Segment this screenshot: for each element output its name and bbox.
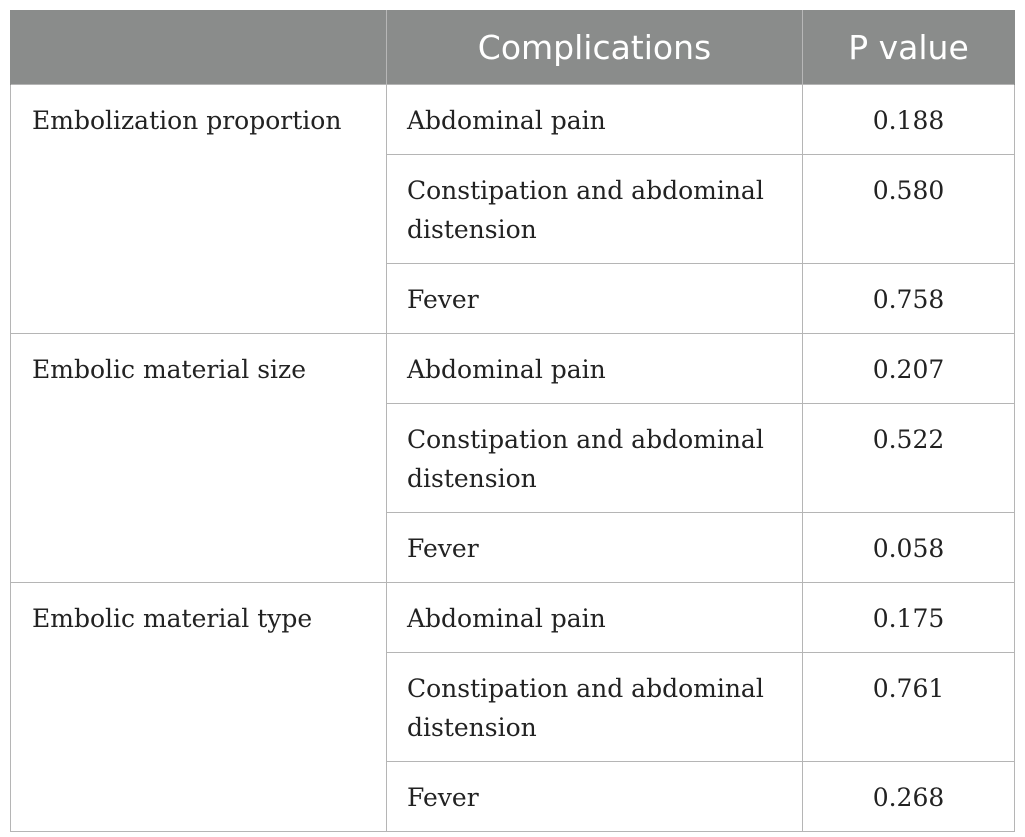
complication-cell: Fever: [387, 264, 803, 334]
complication-cell: Constipation and abdominal distension: [387, 404, 803, 513]
p-value-cell: 0.580: [803, 155, 1015, 264]
group-label: Embolization proportion: [11, 85, 387, 334]
header-row: [11, 10, 1015, 85]
complication-cell: Constipation and abdominal distension: [387, 155, 803, 264]
complications-table-container: [10, 10, 1014, 832]
p-value-cell: 0.188: [803, 85, 1015, 155]
complication-cell: Abdominal pain: [387, 85, 803, 155]
table-row: [11, 334, 1015, 404]
table-body: [11, 85, 1015, 832]
p-value-cell: 0.268: [803, 762, 1015, 832]
header-complications: Complications: [387, 10, 803, 85]
p-value-cell: 0.758: [803, 264, 1015, 334]
complication-cell: Abdominal pain: [387, 334, 803, 404]
complication-cell: Constipation and abdominal distension: [387, 653, 803, 762]
group-label: Embolic material size: [11, 334, 387, 583]
p-value-cell: 0.058: [803, 513, 1015, 583]
table-row: [11, 85, 1015, 155]
complications-table: [10, 10, 1015, 832]
table-header: [11, 10, 1015, 85]
p-value-cell: 0.761: [803, 653, 1015, 762]
complication-cell: Fever: [387, 513, 803, 583]
header-factor: [11, 10, 387, 85]
complication-cell: Fever: [387, 762, 803, 832]
header-p-value: P value: [803, 10, 1015, 85]
p-value-cell: 0.175: [803, 583, 1015, 653]
table-row: [11, 583, 1015, 653]
p-value-cell: 0.522: [803, 404, 1015, 513]
complication-cell: Abdominal pain: [387, 583, 803, 653]
group-label: Embolic material type: [11, 583, 387, 832]
p-value-cell: 0.207: [803, 334, 1015, 404]
